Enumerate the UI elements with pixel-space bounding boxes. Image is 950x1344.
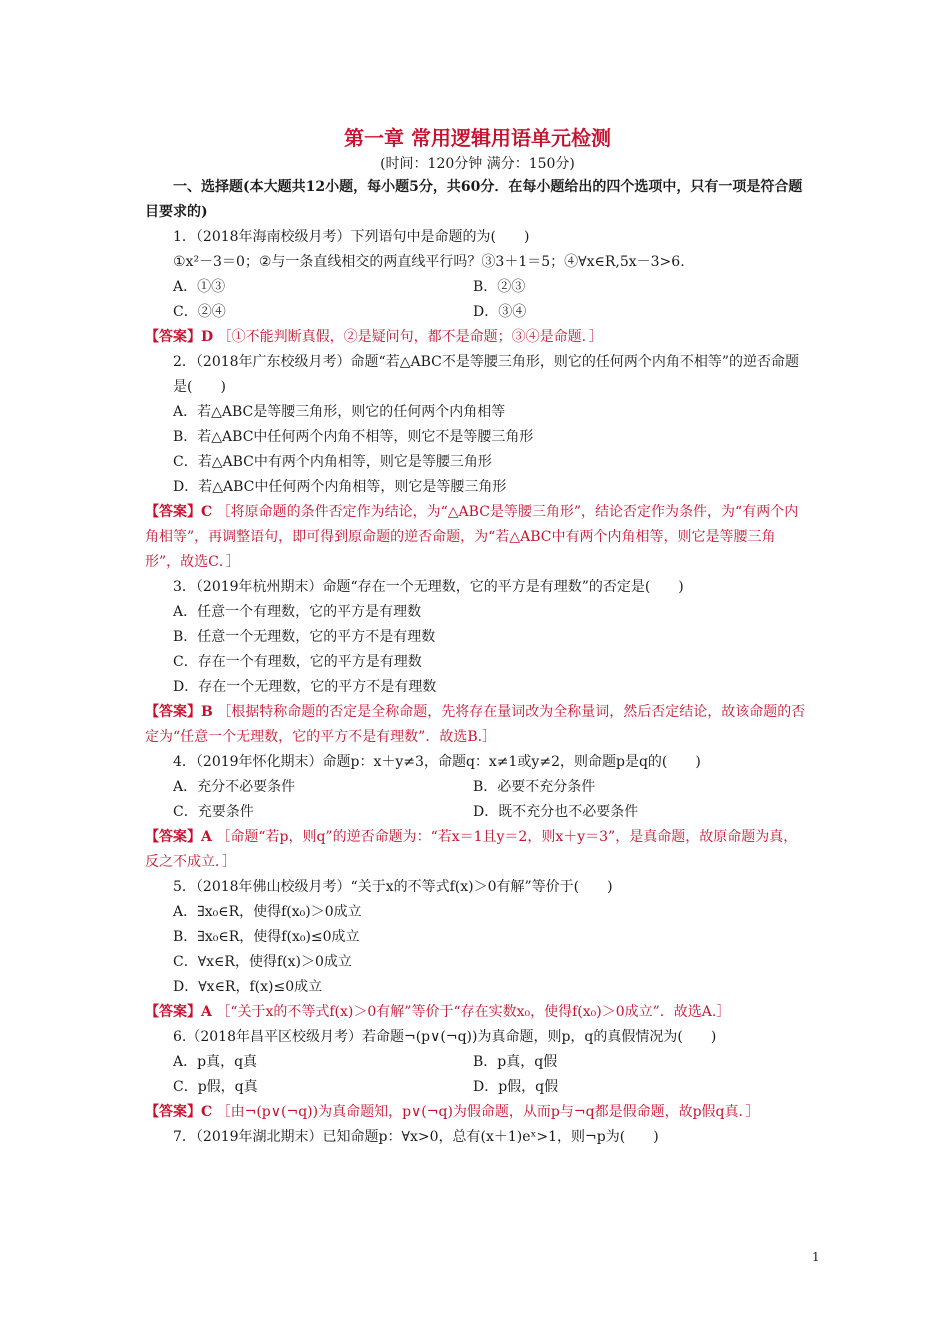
answer-block [145,825,810,875]
answer-letter: C [201,1104,213,1120]
option-d: D．∀x∈R，f(x)≤0成立 [173,979,323,995]
page-number: 1 [812,1250,820,1264]
option-row [145,1050,810,1075]
exam-info: (时间：120分钟 满分：150分) [380,156,575,172]
option-a: A．若△ABC是等腰三角形，则它的任何两个内角相等 [173,404,506,420]
answer-block [145,1100,810,1125]
answer-label: 【答案】 [145,504,201,520]
option-row [145,300,810,325]
option-a: A．任意一个有理数，它的平方是有理数 [173,604,422,620]
answer-explanation: ［①不能判断真假，②是疑问句，都不是命题；③④是命题．］ [217,329,603,345]
question-extra: ①x²－3＝0；②与一条直线相交的两直线平行吗？③3＋1＝5；④∀x∈R,5x－3>6. [173,254,685,270]
answer-label: 【答案】 [145,329,201,345]
answer-label: 【答案】 [145,1004,201,1020]
answer-letter: B [201,704,213,720]
option-row [145,800,810,825]
answer-block [145,1000,810,1025]
option-row [145,275,810,300]
page-title: 第一章 常用逻辑用语单元检测 [344,126,611,150]
page-content [145,123,810,1150]
option-a: A．p真，q真 [173,1054,258,1070]
question-stem: 7．（2019年湖北期末）已知命题p：∀x>0，总有(x＋1)eˣ>1，则¬p为( ) [173,1129,659,1145]
option-b: B．任意一个无理数，它的平方不是有理数 [173,629,436,645]
option-c: C．充要条件 [173,804,254,820]
answer-label: 【答案】 [145,1104,201,1120]
option-a: A．充分不必要条件 [173,779,296,795]
option-d: D．若△ABC中任何两个内角相等，则它是等腰三角形 [173,479,507,495]
answer-letter: D [201,329,214,345]
answer-explanation: ［根据特称命题的否定是全称命题，先将存在量词改为全称量词，然后否定结论，故该命题的否定为“任意一个无理数，它的平方不是有理数”．故选B.］ [145,704,806,745]
option-c: C．存在一个有理数，它的平方是有理数 [173,654,422,670]
option-row [145,775,810,800]
answer-letter: A [201,1004,212,1020]
answer-explanation: ［由¬(p∨(¬q))为真命题知，p∨(¬q)为假命题，从而p与¬q都是假命题，故p假q真．］ [216,1104,760,1120]
option-d: D．p假，q假 [473,1079,559,1095]
option-a: A．∃x₀∈R，使得f(x₀)＞0成立 [173,904,362,920]
answer-block [145,325,810,350]
question-stem: 4．（2019年怀化期末）命题p：x＋y≠3，命题q：x≠1或y≠2，则命题p是q的( ) [173,754,701,770]
option-c: C．p假，q真 [173,1079,258,1095]
question-stem: 3．（2019年杭州期末）命题“存在一个无理数，它的平方是有理数”的否定是( ) [173,579,684,595]
option-d: D．③④ [473,304,527,320]
option-c: C．②④ [173,304,226,320]
answer-letter: A [201,829,212,845]
option-d: D．存在一个无理数，它的平方不是有理数 [173,679,437,695]
option-b: B．若△ABC中任何两个内角不相等，则它不是等腰三角形 [173,429,534,445]
answer-explanation: ［将原命题的条件否定作为结论，为“△ABC是等腰三角形”，结论否定作为条件，为“有两个内角相等”，再调整语句，即可得到原命题的逆否命题，为“若△ABC中有两个内角相等，则它是等腰三角形”，故选C．］ [145,504,799,570]
question-stem: 5．（2018年佛山校级月考）“关于x的不等式f(x)＞0有解”等价于( ) [173,879,613,895]
option-a: A．①③ [173,279,226,295]
option-row [145,1075,810,1100]
option-c: C．∀x∈R，使得f(x)＞0成立 [173,954,352,970]
option-b: B．必要不充分条件 [473,779,596,795]
question-stem: 2．（2018年广东校级月考）命题“若△ABC不是等腰三角形，则它的任何两个内角不相等”的逆否命题是( ) [173,354,799,395]
answer-letter: C [201,504,213,520]
answer-block [145,700,810,750]
answer-label: 【答案】 [145,829,201,845]
section-heading: 一、选择题(本大题共12小题，每小题5分，共60分．在每小题给出的四个选项中，只有一项是符合题目要求的) [145,179,803,220]
option-b: B．p真，q假 [473,1054,558,1070]
option-b: B．②③ [473,279,526,295]
option-c: C．若△ABC中有两个内角相等，则它是等腰三角形 [173,454,492,470]
question-stem: 1．（2018年海南校级月考）下列语句中是命题的为( ) [173,229,530,245]
answer-explanation: ［“关于x的不等式f(x)＞0有解”等价于“存在实数x₀，使得f(x₀)＞0成立”．故选A.］ [216,1004,731,1020]
option-b: B．∃x₀∈R，使得f(x₀)≤0成立 [173,929,360,945]
answer-label: 【答案】 [145,704,201,720]
option-d: D．既不充分也不必要条件 [473,804,639,820]
answer-block [145,500,810,575]
answer-explanation: ［命题“若p，则q”的逆否命题为：“若x＝1且y＝2，则x＋y＝3”，是真命题，故原命题为真，反之不成立．］ [145,829,798,870]
question-stem: 6.（2018年昌平区校级月考）若命题¬(p∨(¬q))为真命题，则p，q的真假情况为( ) [173,1029,717,1045]
